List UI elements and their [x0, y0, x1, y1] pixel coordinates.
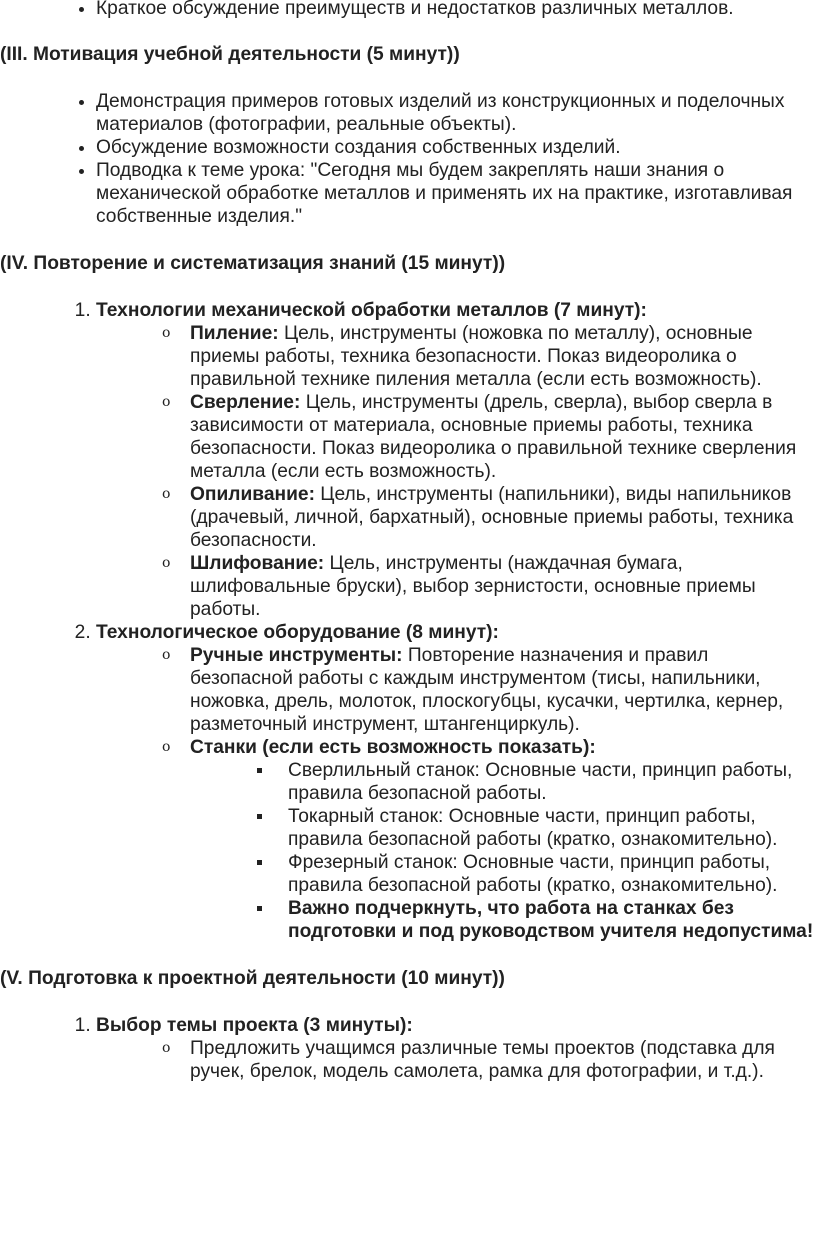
sub-item [190, 322, 816, 391]
sub-item [190, 483, 816, 552]
intro-list [0, 0, 816, 20]
list-item: • Обсуждение возможности создания собственных изделий. [96, 136, 816, 159]
section-4-list [0, 299, 816, 943]
numbered-item [96, 621, 816, 943]
warning-item [288, 897, 816, 943]
section-5-heading: (V. Подготовка к проектной деятельности (10 минут)) [0, 968, 505, 989]
numbered-item [96, 1014, 816, 1083]
sub-item [190, 644, 816, 736]
sub-item [190, 391, 816, 483]
sub-list [96, 322, 816, 621]
sub-item-label: Сверление: [190, 392, 301, 413]
sub-item-label: Пиление: [190, 323, 279, 344]
sub-item-text: Цель, инструменты (напильники), виды напильников (драчевый, личной, бархатный), основные приемы работы, техника безопасности. [190, 484, 794, 551]
sub-item-text: Повторение назначения и правил безопасной работы с каждым инструментом (тисы, напильники, ножовка, дрель, молоток, плоскогубцы, кусачки, чертилка, кернер, разметочный инструмент, штангенциркуль). [190, 645, 784, 735]
warning-text: Важно подчеркнуть, что работа на станках без подготовки и под руководством учителя недопустима! [288, 898, 814, 942]
machine-item: Фрезерный станок: Основные части, принцип работы, правила безопасной работы (кратко, ознакомительно). [288, 851, 816, 897]
sub-item [190, 736, 816, 943]
sub-item-label: Шлифование: [190, 553, 325, 574]
section-3-heading: (III. Мотивация учебной деятельности (5 минут)) [0, 44, 460, 65]
list-item: • Демонстрация примеров готовых изделий из конструкционных и поделочных материалов (фотографии, реальные объекты). [96, 90, 816, 136]
sub-item-label: Ручные инструменты: [190, 645, 403, 666]
item-title: Технологическое оборудование (8 минут): [96, 622, 499, 643]
sub-item-text: Цель, инструменты (ножовка по металлу), основные приемы работы, техника безопасности. Показ видеоролика о правильной технике пиления металла (если есть возможность). [190, 323, 762, 390]
section-3-list [0, 90, 816, 228]
sub-list [96, 644, 816, 943]
sub-item-text: Цель, инструменты (дрель, сверла), выбор сверла в зависимости от материала, основные приемы работы, техника безопасности. Показ видеоролика о правильной технике сверления металла (если есть возможность). [190, 392, 797, 482]
list-item: • Краткое обсуждение преимуществ и недостатков различных металлов. [96, 0, 816, 20]
sub-item [190, 552, 816, 621]
sub-list [96, 1037, 816, 1083]
sub-item-label: Опиливание: [190, 484, 315, 505]
machine-item: Токарный станок: Основные части, принцип работы, правила безопасной работы (кратко, ознакомительно). [288, 805, 816, 851]
section-5-list [0, 1014, 816, 1083]
section-4-heading: (IV. Повторение и систематизация знаний (15 минут)) [0, 253, 506, 274]
item-title: Технологии механической обработки металлов (7 минут): [96, 300, 647, 321]
numbered-item [96, 299, 816, 621]
sub-item-text: Цель, инструменты (наждачная бумага, шлифовальные бруски), выбор зернистости, основные приемы работы. [190, 553, 756, 620]
item-title: Выбор темы проекта (3 минуты): [96, 1015, 413, 1036]
sub-item: o Предложить учащимся различные темы проектов (подставка для ручек, брелок, модель самолета, рамка для фотографии, и т.д.). [190, 1037, 816, 1083]
sub-item-label: Станки (если есть возможность показать): [190, 737, 596, 758]
machines-list [190, 759, 816, 943]
list-item: • Подводка к теме урока: "Сегодня мы будем закреплять наши знания о механической обработке металлов и применять их на практике, изготавливая собственные изделия." [96, 159, 816, 228]
machine-item: Сверлильный станок: Основные части, принцип работы, правила безопасной работы. [288, 759, 816, 805]
